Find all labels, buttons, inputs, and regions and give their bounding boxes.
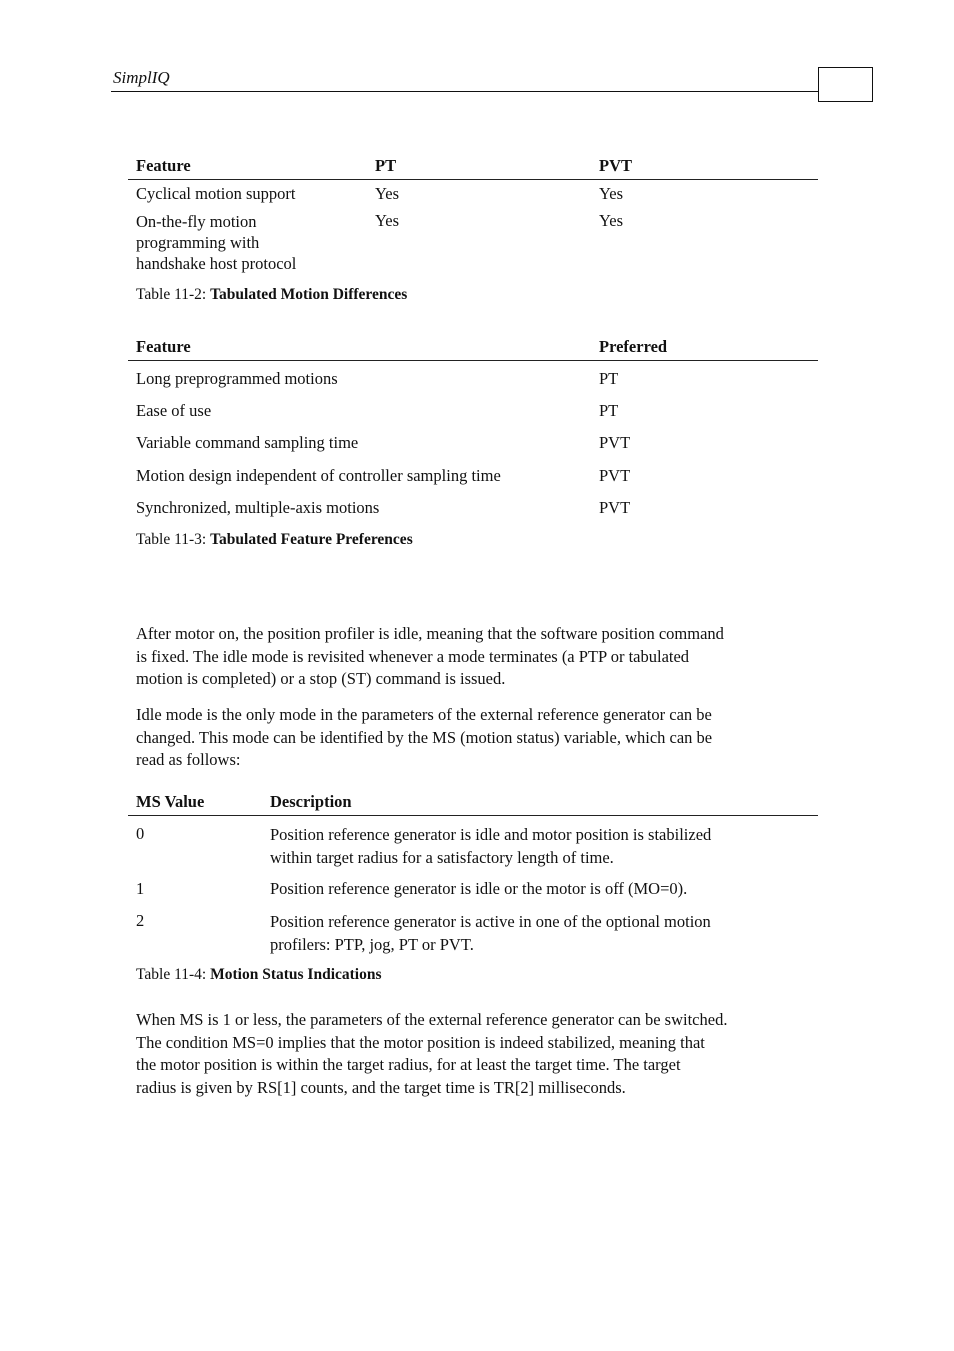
cell-preferred: PT [599,369,619,388]
cell-feature: Cyclical motion support [136,184,296,203]
table-row [128,433,818,455]
cell-description [270,911,711,956]
cell-pvt: Yes [599,184,624,203]
cell-line: Position reference generator is idle and motor position is stabilized [270,825,712,844]
body-paragraph [136,623,826,691]
paragraph-line: radius is given by RS[1] counts, and the target time is TR[2] milliseconds. [136,1077,626,1097]
cell-line: handshake host protocol [136,254,297,273]
table-row [128,401,818,423]
cell-description: Position reference generator is idle or the motor is off (MO=0). [270,879,688,898]
cell-line: Position reference generator is active in one of the optional motion [270,912,711,931]
cell-line: programming with [136,233,260,252]
table-header [128,337,818,361]
caption-prefix: Table 11-2: [136,286,211,303]
cell-feature: Variable command sampling time [136,433,359,452]
table-caption [136,966,382,984]
cell-pt: Yes [375,184,400,203]
paragraph-line: Idle mode is the only mode in the parameters of the external reference generator can be [136,705,712,724]
cell-feature: Long preprogrammed motions [136,369,338,388]
cell-feature [136,211,296,274]
cell-preferred: PVT [599,498,631,517]
column-header-feature: Feature [136,337,191,356]
cell-description [270,824,711,869]
table-header [128,792,818,816]
table-row [128,879,818,901]
table-caption [136,531,413,549]
table-row [128,211,818,277]
cell-preferred: PVT [599,433,631,452]
cell-line: within target radius for a satisfactory length of time. [270,847,614,867]
paragraph-line: The condition MS=0 implies that the motor position is indeed stabilized, meaning that [136,1032,705,1052]
paragraph-line: read as follows: [136,750,241,769]
column-header-ms-value: MS Value [136,792,205,811]
table-row [128,369,818,391]
cell-preferred: PVT [599,466,631,485]
paragraph-line: After motor on, the position profiler is idle, meaning that the software position command [136,624,724,643]
paragraph-line: When MS is 1 or less, the parameters of the external reference generator can be switched. [136,1010,728,1029]
table-header [128,156,818,180]
table-row [128,184,818,206]
header-rule [111,91,819,92]
column-header-feature: Feature [136,156,191,175]
table-row [128,824,818,868]
paragraph-line: changed. This mode can be identified by the MS (motion status) variable, which can be [136,727,713,747]
running-header-title: SimplIQ [113,68,170,87]
feature-preferences-table [128,337,818,517]
cell-preferred: PT [599,401,619,420]
cell-feature: Ease of use [136,401,212,420]
paragraph-line: motion is completed) or a stop (ST) command is issued. [136,669,506,688]
column-header-preferred: Preferred [599,337,668,356]
cell-ms-value: 0 [136,824,145,843]
cell-line: On-the-fly motion [136,212,257,231]
motion-status-table [128,792,818,954]
cell-pvt: Yes [599,211,624,230]
cell-feature: Motion design independent of controller sampling time [136,466,501,485]
table-caption [136,286,407,304]
paragraph-line: the motor position is within the target radius, for at least the target time. The target [136,1055,681,1074]
column-header-description: Description [270,792,352,811]
caption-title: Tabulated Feature Preferences [210,531,413,548]
caption-prefix: Table 11-3: [136,531,211,548]
body-paragraph [136,1009,826,1099]
caption-prefix: Table 11-4: [136,966,211,983]
motion-differences-table [128,156,818,273]
column-header-pvt: PVT [599,156,632,175]
cell-pt: Yes [375,211,400,230]
paragraph-line: is fixed. The idle mode is revisited whenever a mode terminates (a PTP or tabulated [136,646,690,666]
caption-title: Motion Status Indications [210,966,382,983]
cell-ms-value: 2 [136,911,145,930]
table-row [128,911,818,955]
table-row [128,466,818,488]
body-paragraph [136,704,826,772]
cell-ms-value: 1 [136,879,145,898]
column-header-pt: PT [375,156,397,175]
cell-line: profilers: PTP, jog, PT or PVT. [270,934,474,954]
caption-title: Tabulated Motion Differences [210,286,408,303]
page-number-box [818,67,873,102]
cell-feature: Synchronized, multiple-axis motions [136,498,380,517]
table-row [128,498,818,520]
